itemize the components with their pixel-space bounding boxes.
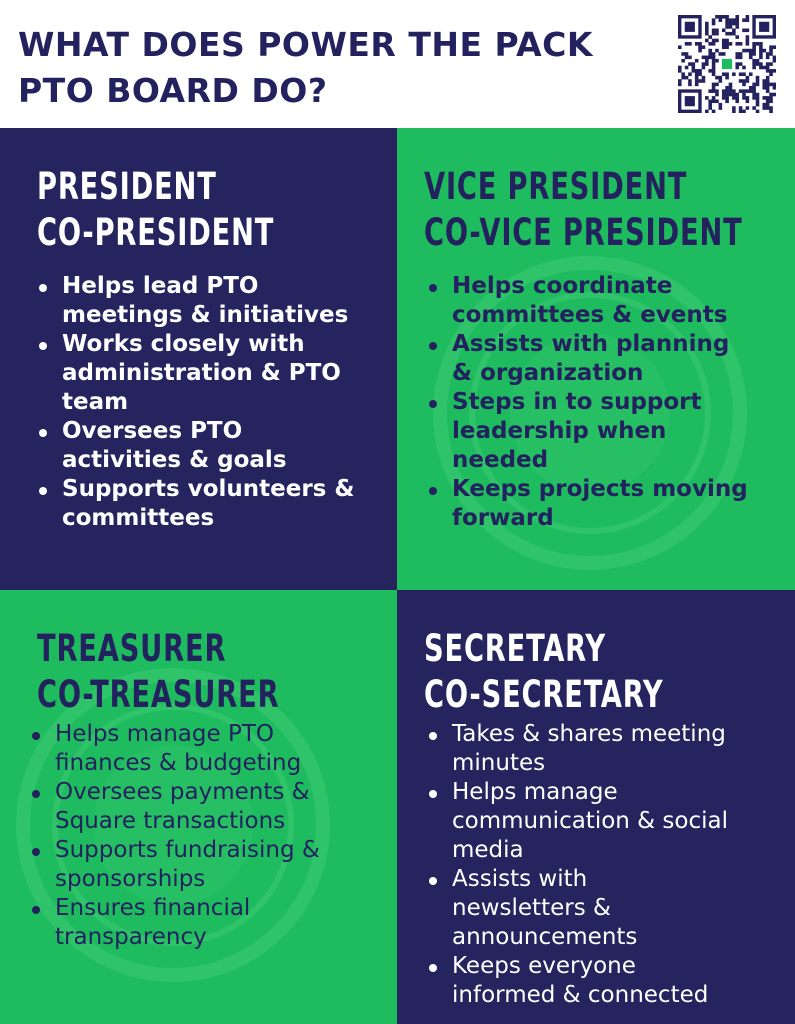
qr-code-icon <box>678 15 776 113</box>
duty-item <box>427 272 748 330</box>
duty-item <box>427 720 728 778</box>
duty-item <box>427 865 728 952</box>
role-title <box>37 626 279 718</box>
duty-line: minutes <box>452 750 546 776</box>
duty-line: Steps in to support <box>452 389 702 415</box>
duty-item <box>37 475 354 533</box>
duty-item <box>30 836 320 894</box>
duty-line: transparency <box>55 924 207 950</box>
role-title <box>424 626 664 718</box>
duties-list <box>30 720 320 952</box>
duty-line: Works closely with <box>62 331 305 357</box>
duty-line: leadership when <box>452 418 667 444</box>
role-title-line-2: CO-TREASURER <box>37 673 280 716</box>
header <box>0 0 795 128</box>
duty-line: Helps manage PTO <box>55 721 274 747</box>
duty-line: Helps coordinate <box>452 273 673 299</box>
title-line-2: PTO BOARD DO? <box>18 71 328 110</box>
duty-item <box>37 272 354 330</box>
duty-line: Assists with planning <box>452 331 730 357</box>
duty-line: committees <box>62 505 215 531</box>
duty-item <box>37 330 354 417</box>
duty-line: forward <box>452 505 554 531</box>
duty-line: newsletters & <box>452 895 611 921</box>
duties-list <box>427 272 748 533</box>
role-title-line-1: TREASURER <box>37 627 227 670</box>
duty-line: meetings & initiatives <box>62 302 349 328</box>
duty-line: Oversees PTO <box>62 418 243 444</box>
vice-president-panel <box>397 128 795 590</box>
duty-line: media <box>452 837 524 863</box>
duty-line: activities & goals <box>62 447 287 473</box>
role-title <box>37 164 274 256</box>
duty-line: Keeps projects moving <box>452 476 748 502</box>
duty-line: Supports fundraising & <box>55 837 320 863</box>
duty-item <box>427 778 728 865</box>
duty-line: Keeps everyone <box>452 953 636 979</box>
duty-item <box>37 417 354 475</box>
duty-line: team <box>62 389 129 415</box>
duty-line: sponsorships <box>55 866 206 892</box>
role-title-line-1: SECRETARY <box>424 627 606 670</box>
duty-line: Oversees payments & <box>55 779 310 805</box>
duty-item <box>30 778 320 836</box>
duty-line: Square transactions <box>55 808 286 834</box>
duty-item <box>427 330 748 388</box>
secretary-panel <box>397 590 795 1024</box>
role-title <box>424 164 743 256</box>
role-title-line-1: VICE PRESIDENT <box>424 165 688 208</box>
duty-line: needed <box>452 447 549 473</box>
president-panel <box>0 128 397 590</box>
role-title-line-1: PRESIDENT <box>37 165 217 208</box>
duty-line: Assists with <box>452 866 588 892</box>
duty-line: Supports volunteers & <box>62 476 355 502</box>
duty-line: communication & social <box>452 808 728 834</box>
duty-item <box>427 388 748 475</box>
role-title-line-2: CO-PRESIDENT <box>37 211 275 254</box>
duty-line: finances & budgeting <box>55 750 302 776</box>
title-line-1: WHAT DOES POWER THE PACK <box>18 25 593 64</box>
duty-line: committees & events <box>452 302 728 328</box>
duty-item <box>427 952 728 1010</box>
duty-item <box>30 894 320 952</box>
duty-line: administration & PTO <box>62 360 341 386</box>
duty-line: announcements <box>452 924 638 950</box>
duty-line: informed & connected <box>452 982 709 1008</box>
duties-list <box>37 272 354 533</box>
treasurer-panel <box>0 590 397 1024</box>
duty-line: Ensures financial <box>55 895 251 921</box>
duty-line: Helps manage <box>452 779 618 805</box>
duty-item <box>30 720 320 778</box>
role-title-line-2: CO-SECRETARY <box>424 673 664 716</box>
page-title <box>18 22 593 114</box>
duties-list <box>427 720 728 1010</box>
role-title-line-2: CO-VICE PRESIDENT <box>424 211 743 254</box>
duty-line: Helps lead PTO <box>62 273 259 299</box>
duty-item <box>427 475 748 533</box>
duty-line: & organization <box>452 360 644 386</box>
duty-line: Takes & shares meeting <box>452 721 726 747</box>
